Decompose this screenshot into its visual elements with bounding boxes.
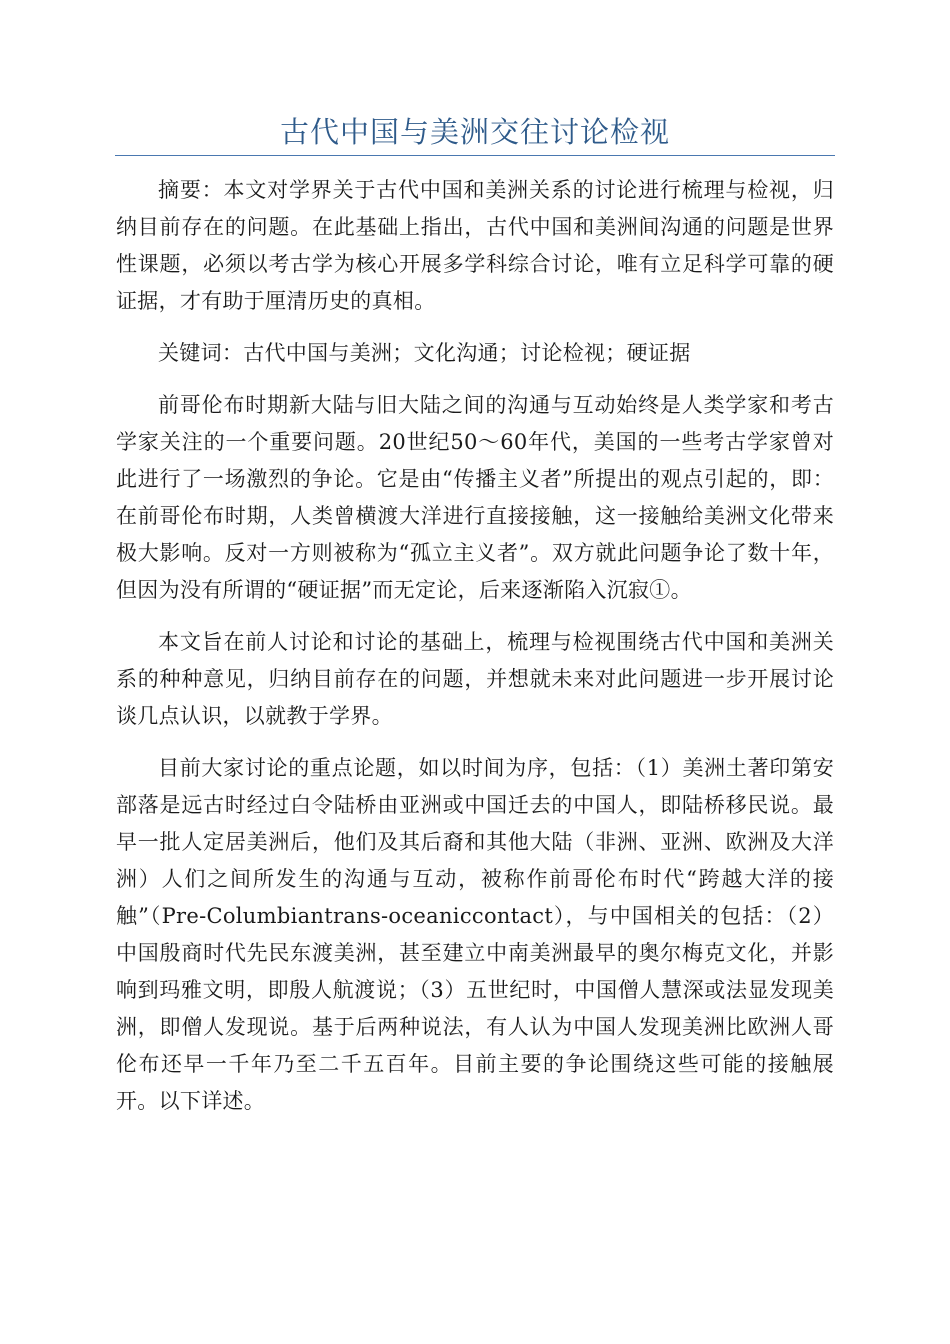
body-paragraph: 本文旨在前人讨论和讨论的基础上，梳理与检视围绕古代中国和美洲关系的种种意见，归纳目前存在的问题，并想就未来对此问题进一步开展讨论谈几点认识，以就教于学界。 (116, 630, 834, 728)
document-title: 古代中国与美洲交往讨论检视 (279, 115, 670, 149)
title-underline (115, 155, 835, 156)
body-paragraph: 前哥伦布时期新大陆与旧大陆之间的沟通与互动始终是人类学家和考古学家关注的一个重要问题。20世纪50～60年代，美国的一些考古学家曾对此进行了一场激烈的争论。它是由“传播主义者”所提出的观点引起的，即：在前哥伦布时期，人类曾横渡大洋进行直接接触，这一接触给美洲文化带来极大影响。反对一方则被称为“孤立主义者”。双方就此问题争论了数十年，但因为没有所谓的“硬证据”而无定论，后来逐渐陷入沉寂①。 (116, 393, 834, 602)
abstract-paragraph: 摘要：本文对学界关于古代中国和美洲关系的讨论进行梳理与检视，归纳目前存在的问题。在此基础上指出，古代中国和美洲间沟通的问题是世界性课题，必须以考古学为核心开展多学科综合讨论，唯有立足科学可靠的硬证据，才有助于厘清历史的真相。 (116, 178, 834, 313)
document-body (116, 172, 834, 1135)
body-paragraph: 目前大家讨论的重点论题，如以时间为序，包括：（1）美洲土著印第安部落是远古时经过白令陆桥由亚洲或中国迁去的中国人，即陆桥移民说。最早一批人定居美洲后，他们及其后裔和其他大陆（非洲、亚洲、欧洲及大洋洲）人们之间所发生的沟通与互动，被称作前哥伦布时代“跨越大洋的接触”（Pre-Columbiantrans-oceaniccontact），与中国相关的包括：（2）中国殷商时代先民东渡美洲，甚至建立中南美洲最早的奥尔梅克文化，并影响到玛雅文明，即殷人航渡说；（3）五世纪时，中国僧人慧深或法显发现美洲，即僧人发现说。基于后两种说法，有人认为中国人发现美洲比欧洲人哥伦布还早一千年乃至二千五百年。目前主要的争论围绕这些可能的接触展开。以下详述。 (116, 756, 834, 1113)
keywords-paragraph: 关键词：古代中国与美洲；文化沟通；讨论检视；硬证据 (158, 341, 691, 365)
